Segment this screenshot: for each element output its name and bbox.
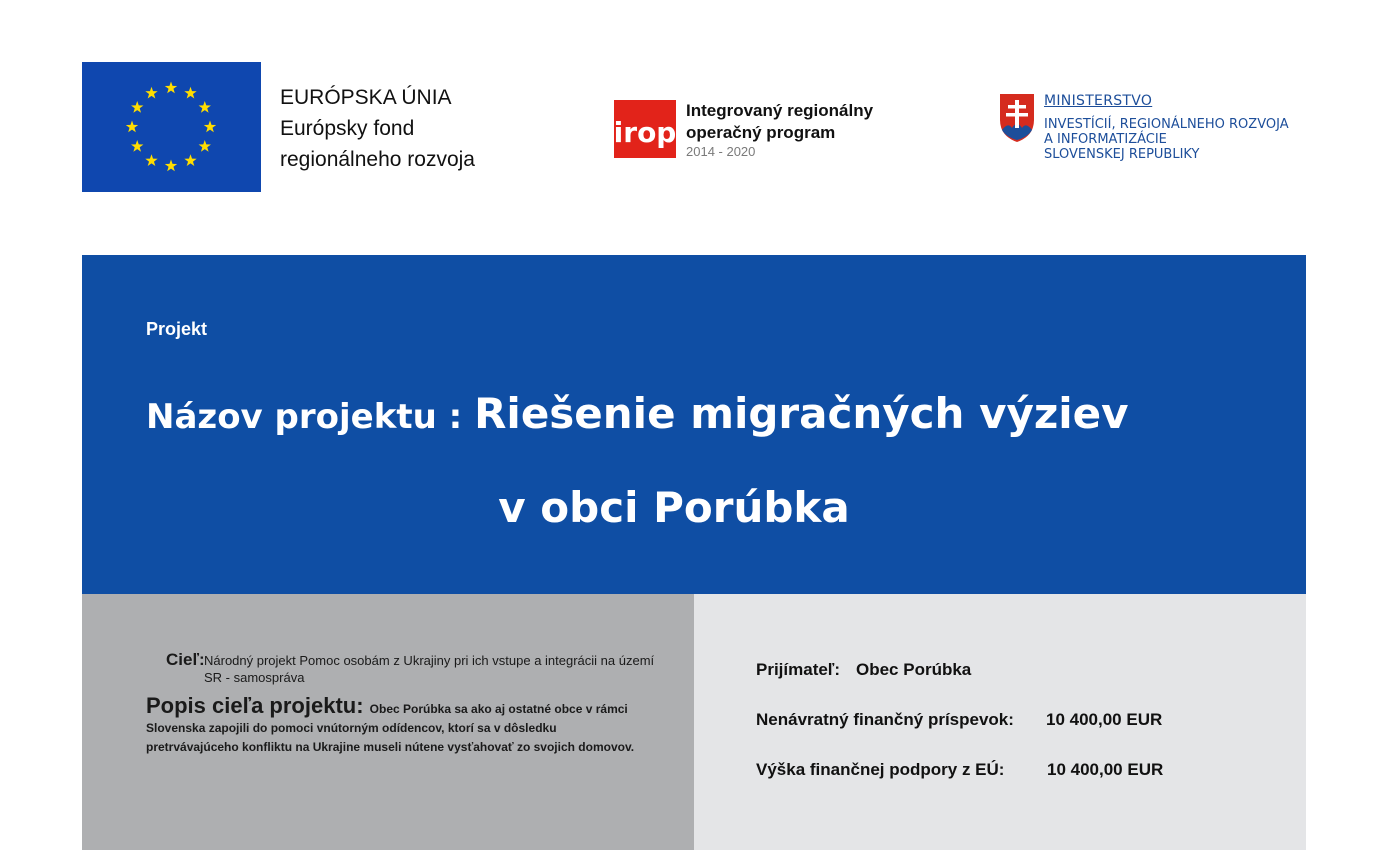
eu-support-label: Výška finančnej podpory z EÚ: xyxy=(756,760,1005,779)
ministry-line1: MINISTERSTVO xyxy=(1044,93,1153,109)
goal-panel xyxy=(82,594,694,850)
eu-star-icon xyxy=(145,87,157,99)
goal-label: Cieľ: xyxy=(166,650,205,669)
eu-star-icon xyxy=(126,121,138,133)
projekt-label: Projekt xyxy=(146,319,208,339)
grant-value: 10 400,00 EUR xyxy=(1046,710,1163,729)
eu-star-icon xyxy=(165,82,177,94)
project-title-line1 xyxy=(146,389,1129,438)
eu-line2: Európsky fond xyxy=(280,117,415,140)
irop-logo-icon xyxy=(614,100,676,158)
eu-label xyxy=(280,82,475,175)
eu-star-icon xyxy=(131,140,143,152)
eu-support-row xyxy=(756,760,1164,780)
recipient-value: Obec Porúbka xyxy=(856,660,972,679)
irop-logo-text: irop xyxy=(614,116,676,149)
ministry-label xyxy=(1044,92,1289,162)
recipient-row xyxy=(756,660,972,680)
irop-years: 2014 - 2020 xyxy=(686,144,756,159)
eu-flag-logo xyxy=(82,62,261,192)
eu-support-value: 10 400,00 EUR xyxy=(1047,760,1164,779)
slovak-coat-of-arms-icon xyxy=(998,92,1036,144)
grant-row xyxy=(756,710,1163,730)
eu-star-icon xyxy=(131,101,143,113)
eu-star-icon xyxy=(199,101,211,113)
irop-line1: Integrovaný regionálny xyxy=(686,101,874,120)
goal-description xyxy=(146,693,636,757)
goal-text: Národný projekt Pomoc osobám z Ukrajiny pri ich vstupe a integrácii na území SR - samospráva xyxy=(204,653,655,685)
project-name-label: Názov projektu : xyxy=(146,397,475,437)
ministry-line2: INVESTÍCIÍ, REGIONÁLNEHO ROZVOJA xyxy=(1044,117,1289,132)
project-banner xyxy=(82,255,1306,594)
goal-description-label: Popis cieľa projektu: xyxy=(146,693,370,718)
eu-stars-icon xyxy=(82,62,261,192)
irop-line2: operačný program xyxy=(686,123,836,142)
project-title-line2 xyxy=(82,483,1306,532)
project-title-part1: Riešenie migračných výziev xyxy=(474,389,1129,438)
project-title-part2: v obci Porúbka xyxy=(498,483,850,532)
eu-line3: regionálneho rozvoja xyxy=(280,148,475,171)
financial-panel xyxy=(694,594,1306,850)
eu-star-icon xyxy=(204,121,216,133)
irop-label xyxy=(686,100,873,160)
eu-star-icon xyxy=(184,87,196,99)
ministry-line3: A INFORMATIZÁCIE xyxy=(1044,132,1167,147)
eu-line1: EURÓPSKA ÚNIA xyxy=(280,86,452,109)
goal-description-text: Obec Porúbka sa ako aj ostatné obce v rámci Slovenska zapojili do pomoci vnútorným odídencov, ktorí sa v dôsledku pretrvávajúceho konfliktu na Ukrajine museli nútene vysťahovať zo svojich domovov. xyxy=(146,702,635,754)
eu-star-icon xyxy=(145,154,157,166)
eu-star-icon xyxy=(184,154,196,166)
ministry-line4: SLOVENSKEJ REPUBLIKY xyxy=(1044,147,1200,162)
eu-star-icon xyxy=(199,140,211,152)
irop-logo xyxy=(614,100,676,158)
eu-star-icon xyxy=(165,160,177,172)
grant-label: Nenávratný finančný príspevok: xyxy=(756,710,1014,729)
recipient-label: Prijímateľ: xyxy=(756,660,841,679)
